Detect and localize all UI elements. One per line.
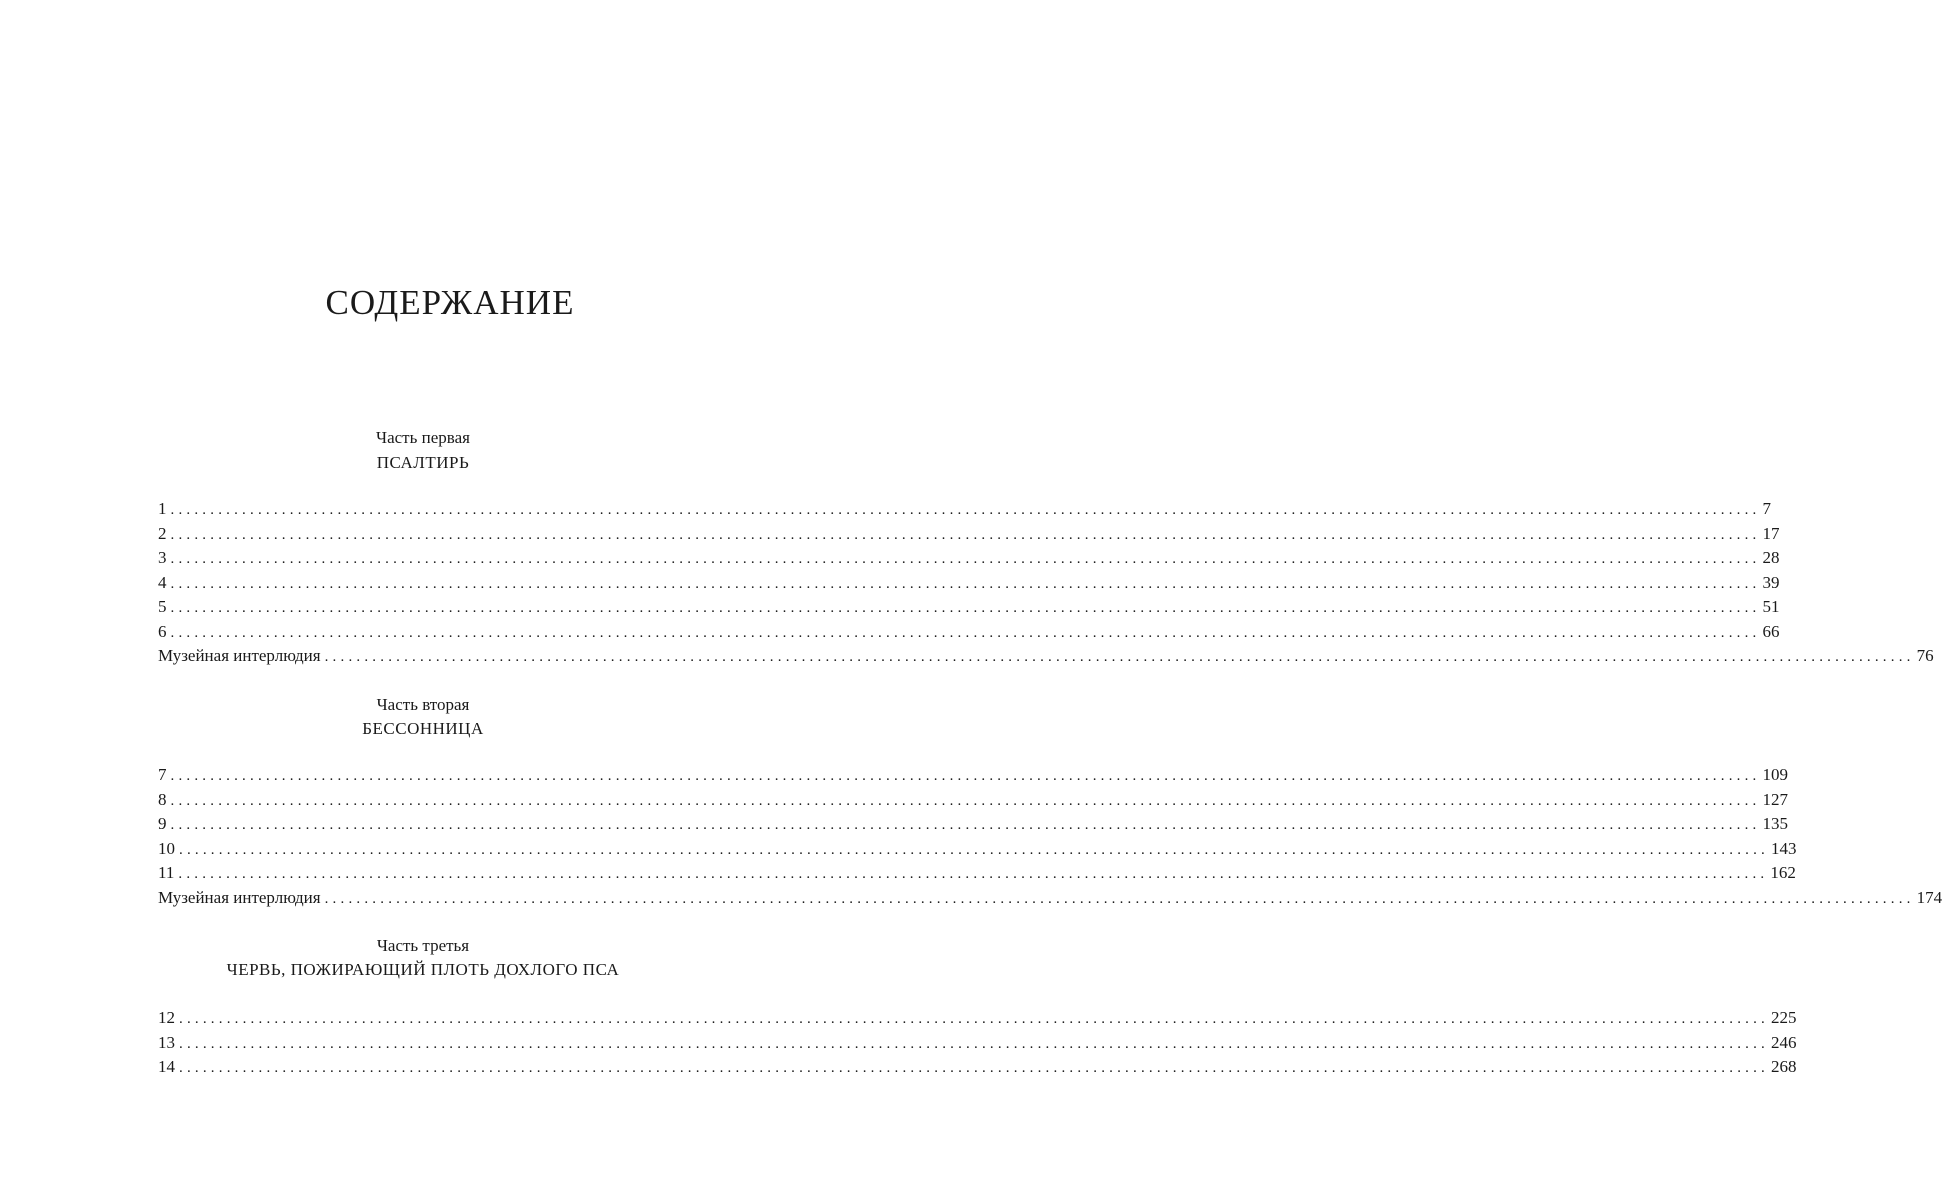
part-label: Часть третья (376, 936, 470, 955)
toc-entry-page: 66 (1762, 621, 1780, 641)
toc-entry-label: 11 (158, 863, 175, 882)
toc-entry[interactable] (158, 644, 1934, 669)
toc-entry[interactable] (158, 1006, 1797, 1031)
toc-entry[interactable] (158, 788, 1788, 813)
toc-entry[interactable] (158, 886, 1942, 911)
dot-leader: ........................................................................................................................................................................................................ (170, 526, 1761, 543)
toc-entry[interactable] (158, 861, 1796, 886)
part-title: ПСАЛТИРЬ (376, 453, 470, 472)
toc-entry[interactable] (158, 620, 1780, 645)
toc-entry-page: 7 (1762, 499, 1771, 518)
toc-entry-page: 225 (1771, 1008, 1797, 1027)
toc-list (158, 763, 1942, 910)
toc-entry-page: 143 (1771, 838, 1797, 858)
toc-entry-label: 9 (158, 814, 167, 833)
toc-entry[interactable] (158, 546, 1780, 571)
toc-entry-page: 268 (1771, 1057, 1797, 1076)
toc-entry-page: 39 (1762, 572, 1780, 592)
toc-entry-label: Музейная интерлюдия (158, 887, 321, 907)
toc-entry-page: 135 (1762, 814, 1788, 833)
toc-entry-page: 76 (1916, 646, 1934, 665)
toc-entry-label: 4 (158, 572, 167, 592)
toc-entry-label: 7 (158, 765, 167, 784)
toc-entry-page: 174 (1916, 887, 1942, 907)
toc-entry-label: 12 (158, 1008, 175, 1027)
dot-leader: ........................................................................................................................................................................................................ (170, 600, 1761, 616)
toc-entry-label: 13 (158, 1032, 175, 1052)
toc-entry-label: 10 (158, 838, 175, 858)
dot-leader: ........................................................................................................................................................................................................ (170, 575, 1761, 592)
part-label: Часть вторая (376, 695, 470, 714)
toc-entry[interactable] (158, 763, 1788, 788)
dot-leader: ........................................................................................................................................................................................................ (170, 768, 1761, 784)
toc-entry-label: Музейная интерлюдия (158, 646, 321, 665)
toc-entry-label: 1 (158, 499, 167, 518)
part-label: Часть первая (376, 428, 470, 447)
page-title: СОДЕРЖАНИЕ (325, 283, 575, 322)
toc-list (158, 497, 1934, 669)
toc-entry-page: 246 (1771, 1032, 1797, 1052)
toc-list (158, 1006, 1797, 1080)
part-title: БЕССОННИЦА (362, 719, 484, 738)
toc-entry[interactable] (158, 837, 1797, 862)
toc-entry[interactable] (158, 812, 1788, 837)
dot-leader: ........................................................................................................................................................................................................ (179, 1011, 1769, 1027)
toc-entry-page: 51 (1762, 597, 1780, 616)
toc-entry-page: 28 (1762, 548, 1780, 567)
toc-entry[interactable] (158, 595, 1780, 620)
toc-entry[interactable] (158, 497, 1771, 522)
dot-leader: ........................................................................................................................................................................................................ (178, 866, 1769, 882)
dot-leader: ........................................................................................................................................................................................................ (179, 1060, 1769, 1076)
toc-entry-label: 8 (158, 789, 167, 809)
toc-entry[interactable] (158, 571, 1780, 596)
toc-entry[interactable] (158, 1055, 1797, 1080)
toc-entry-page: 17 (1762, 523, 1780, 543)
dot-leader: ........................................................................................................................................................................................................ (170, 551, 1761, 567)
dot-leader: ........................................................................................................................................................................................................ (170, 624, 1761, 641)
dot-leader: ........................................................................................................................................................................................................ (179, 1035, 1769, 1052)
toc-entry-page: 109 (1762, 765, 1788, 784)
part-title: ЧЕРВЬ, ПОЖИРАЮЩИЙ ПЛОТЬ ДОХЛОГО ПСА (226, 960, 620, 979)
dot-leader: ........................................................................................................................................................................................................ (324, 890, 1915, 907)
dot-leader: ........................................................................................................................................................................................................ (324, 649, 1915, 665)
toc-entry-label: 5 (158, 597, 167, 616)
dot-leader: ........................................................................................................................................................................................................ (179, 841, 1769, 858)
dot-leader: ........................................................................................................................................................................................................ (170, 792, 1761, 809)
toc-entry[interactable] (158, 1031, 1797, 1056)
toc-entry-label: 2 (158, 523, 167, 543)
toc-entry-label: 14 (158, 1057, 175, 1076)
dot-leader: ........................................................................................................................................................................................................ (170, 817, 1761, 833)
toc-entry[interactable] (158, 522, 1780, 547)
toc-entry-page: 127 (1762, 789, 1788, 809)
dot-leader: ........................................................................................................................................................................................................ (170, 502, 1761, 518)
toc-entry-label: 6 (158, 621, 167, 641)
toc-entry-label: 3 (158, 548, 167, 567)
toc-entry-page: 162 (1770, 863, 1796, 882)
